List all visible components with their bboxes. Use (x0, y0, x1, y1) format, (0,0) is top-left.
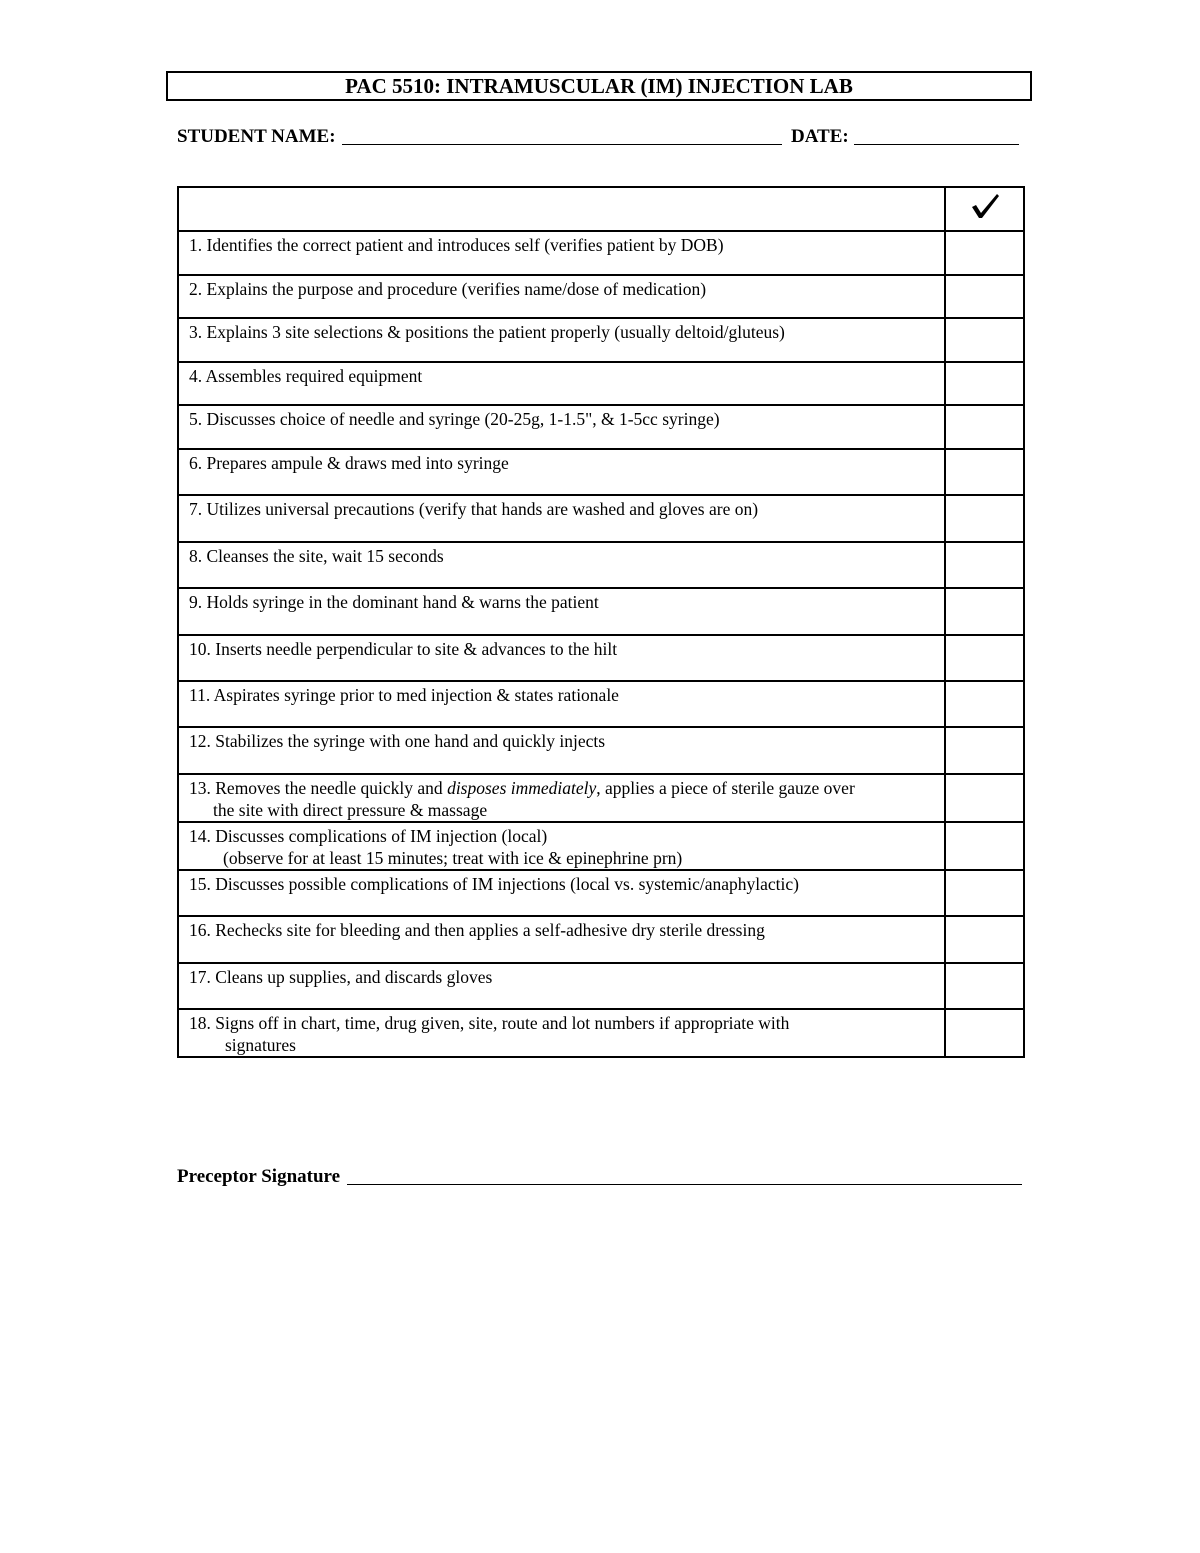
checklist-row (178, 916, 1024, 963)
date-line[interactable] (854, 144, 1019, 145)
checklist-row (178, 727, 1024, 774)
checklist-item-text: 12. Stabilizes the syringe with one hand and quickly injects (178, 727, 945, 774)
student-name-label: STUDENT NAME: (177, 126, 336, 147)
checklist-check-cell[interactable] (945, 916, 1024, 963)
checklist-item-text: 18. Signs off in chart, time, drug given, site, route and lot numbers if appropriate with (189, 1013, 790, 1033)
header-row (178, 187, 1024, 231)
checklist-item-cell (178, 1009, 945, 1057)
checklist-row (178, 635, 1024, 681)
checklist-row (178, 405, 1024, 449)
checklist-check-cell[interactable] (945, 449, 1024, 495)
checklist-row (178, 774, 1024, 822)
checklist-check-cell[interactable] (945, 822, 1024, 870)
checklist-item-text: 11. Aspirates syringe prior to med injection & states rationale (178, 681, 945, 727)
checklist-item-emphasis: disposes immediately (447, 778, 597, 798)
checklist-check-cell[interactable] (945, 774, 1024, 822)
checklist-check-cell[interactable] (945, 681, 1024, 727)
checklist-row (178, 275, 1024, 318)
checklist-check-cell[interactable] (945, 727, 1024, 774)
checklist-item-text: 1. Identifies the correct patient and introduces self (verifies patient by DOB) (178, 231, 945, 275)
checkmark-icon (969, 192, 1001, 220)
checklist-item-continuation: signatures (225, 1035, 296, 1055)
checklist-item-text: 14. Discusses complications of IM injection (local) (189, 826, 548, 846)
checklist-item-text: 3. Explains 3 site selections & positions the patient properly (usually deltoid/gluteus) (178, 318, 945, 362)
checklist-check-cell[interactable] (945, 588, 1024, 635)
student-info-row (177, 124, 1027, 150)
checklist-check-cell[interactable] (945, 1009, 1024, 1057)
preceptor-signature-label: Preceptor Signature (177, 1166, 341, 1187)
checklist-item-text: 17. Cleans up supplies, and discards gloves (178, 963, 945, 1009)
checklist-check-cell[interactable] (945, 495, 1024, 542)
checklist-row (178, 681, 1024, 727)
checklist-check-cell[interactable] (945, 362, 1024, 405)
student-name-line[interactable] (342, 144, 782, 145)
checklist-item-text: , applies a piece of sterile gauze over (596, 778, 855, 798)
checklist-item-text: 8. Cleanses the site, wait 15 seconds (178, 542, 945, 588)
checklist-check-cell[interactable] (945, 318, 1024, 362)
checklist-check-cell[interactable] (945, 542, 1024, 588)
checklist-item-text: 15. Discusses possible complications of IM injections (local vs. systemic/anaphylactic) (178, 870, 945, 916)
checklist-check-cell[interactable] (945, 870, 1024, 916)
checklist-item-text: 5. Discusses choice of needle and syringe (20-25g, 1-1.5", & 1-5cc syringe) (178, 405, 945, 449)
checklist-table (177, 186, 1025, 1058)
checklist-row (178, 1009, 1024, 1057)
preceptor-signature-row (177, 1165, 1027, 1189)
checklist-item-text: 9. Holds syringe in the dominant hand & warns the patient (178, 588, 945, 635)
checklist-item-text: 2. Explains the purpose and procedure (verifies name/dose of medication) (178, 275, 945, 318)
header-check-cell (945, 187, 1024, 231)
checklist-row (178, 963, 1024, 1009)
checklist-check-cell[interactable] (945, 275, 1024, 318)
checklist-item-text: 16. Rechecks site for bleeding and then applies a self-adhesive dry sterile dressing (178, 916, 945, 963)
checklist-item-text: 13. Removes the needle quickly and (189, 778, 448, 798)
checklist-item-text: 4. Assembles required equipment (178, 362, 945, 405)
checklist-row (178, 231, 1024, 275)
checklist-row (178, 870, 1024, 916)
checklist-item-cell (178, 822, 945, 870)
checklist-row (178, 588, 1024, 635)
checklist-row (178, 495, 1024, 542)
checklist-row (178, 542, 1024, 588)
checklist-row (178, 822, 1024, 870)
checklist-row (178, 362, 1024, 405)
preceptor-signature-line[interactable] (347, 1184, 1022, 1185)
checklist-item-cell (178, 774, 945, 822)
checklist-item-text: 10. Inserts needle perpendicular to site & advances to the hilt (178, 635, 945, 681)
checklist-row (178, 318, 1024, 362)
checklist-item-text: 6. Prepares ampule & draws med into syringe (178, 449, 945, 495)
date-label: DATE: (791, 126, 849, 147)
checklist-check-cell[interactable] (945, 405, 1024, 449)
checklist-check-cell[interactable] (945, 963, 1024, 1009)
checklist-check-cell[interactable] (945, 635, 1024, 681)
checklist-item-continuation: the site with direct pressure & massage (213, 800, 488, 820)
checklist-item-continuation: (observe for at least 15 minutes; treat with ice & epinephrine prn) (223, 848, 683, 868)
checklist-row (178, 449, 1024, 495)
header-item-cell (178, 187, 945, 231)
checklist-item-text: 7. Utilizes universal precautions (verify that hands are washed and gloves are on) (178, 495, 945, 542)
checklist-check-cell[interactable] (945, 231, 1024, 275)
document-title: PAC 5510: INTRAMUSCULAR (IM) INJECTION LAB (166, 71, 1032, 101)
